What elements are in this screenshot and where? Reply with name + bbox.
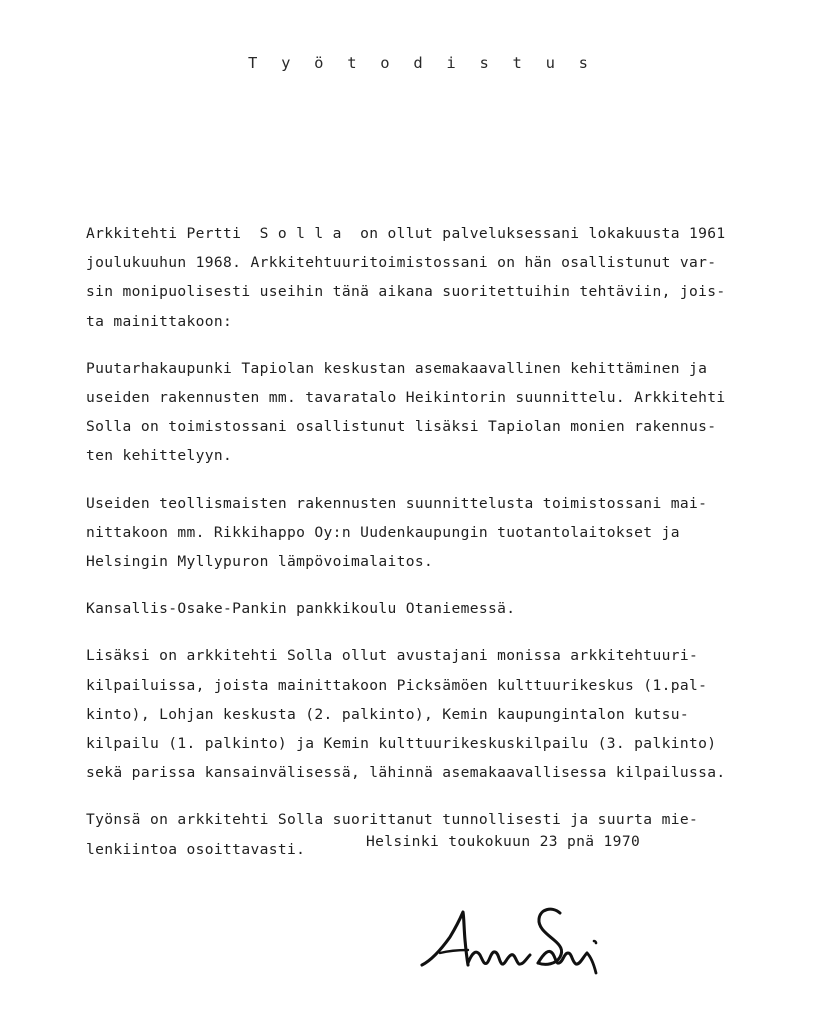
text-line: Arkkitehti Pertti S o l l a on ollut palveluksessani lokakuusta 1961 xyxy=(86,225,726,242)
page-title: T y ö t o d i s t u s xyxy=(248,54,596,72)
text-line: sekä parissa kansainvälisessä, lähinnä asemakaavallisessa kilpailussa. xyxy=(86,764,726,782)
paragraph-tapiola-projects xyxy=(86,354,776,471)
paragraph-competitions xyxy=(86,641,776,787)
paragraph-employment-period xyxy=(86,219,776,336)
text-line: Työnsä on arkkitehti Solla suorittanut tunnollisesti ja suurta mie- xyxy=(86,811,699,829)
paragraph-bank-school xyxy=(86,594,776,623)
text-line: kinto), Lohjan keskusta (2. palkinto), Kemin kaupungintalon kutsu- xyxy=(86,705,689,723)
text-line: lenkiintoa osoittavasti. xyxy=(86,840,306,858)
text-line: ta mainittakoon: xyxy=(86,312,233,330)
paragraph-industrial-buildings xyxy=(86,489,776,577)
text-line: kilpailu (1. palkinto) ja Kemin kulttuurikeskuskilpailu (3. palkinto) xyxy=(86,735,717,753)
text-line: Helsingin Myllypuron lämpövoimalaitos. xyxy=(86,553,434,571)
text-line: Solla on toimistossani osallistunut lisäksi Tapiolan monien rakennus- xyxy=(86,418,717,436)
signature-ink-strokes xyxy=(418,893,658,985)
text-line: ten kehittelyyn. xyxy=(86,447,233,465)
text-line: Useiden teollismaisten rakennusten suunnittelusta toimistossani mai- xyxy=(86,494,708,512)
text-line: Kansallis-Osake-Pankin pankkikoulu Otaniemessä. xyxy=(86,600,516,618)
text-line: kilpailuissa, joista mainittakoon Picksämöen kulttuurikeskus (1.pal- xyxy=(86,676,708,694)
text-line: joulukuuhun 1968. Arkkitehtuuritoimistossani on hän osallistunut var- xyxy=(86,254,717,272)
text-line: sin monipuolisesti useihin tänä aikana suoritettuihin tehtäviin, jois- xyxy=(86,283,726,301)
place-and-date-line: Helsinki toukokuun 23 pnä 1970 xyxy=(366,833,641,850)
signature-aarne-ervi xyxy=(418,893,658,985)
text-line: nittakoon mm. Rikkihappo Oy:n Uudenkaupungin tuotantolaitokset ja xyxy=(86,523,680,541)
document-body xyxy=(86,219,776,864)
text-line: Puutarhakaupunki Tapiolan keskustan asemakaavallinen kehittäminen ja xyxy=(86,359,708,377)
text-line: useiden rakennusten mm. tavaratalo Heikintorin suunnittelu. Arkkitehti xyxy=(86,389,726,407)
text-line: Lisäksi on arkkitehti Solla ollut avustajani monissa arkkitehtuuri- xyxy=(86,647,699,665)
